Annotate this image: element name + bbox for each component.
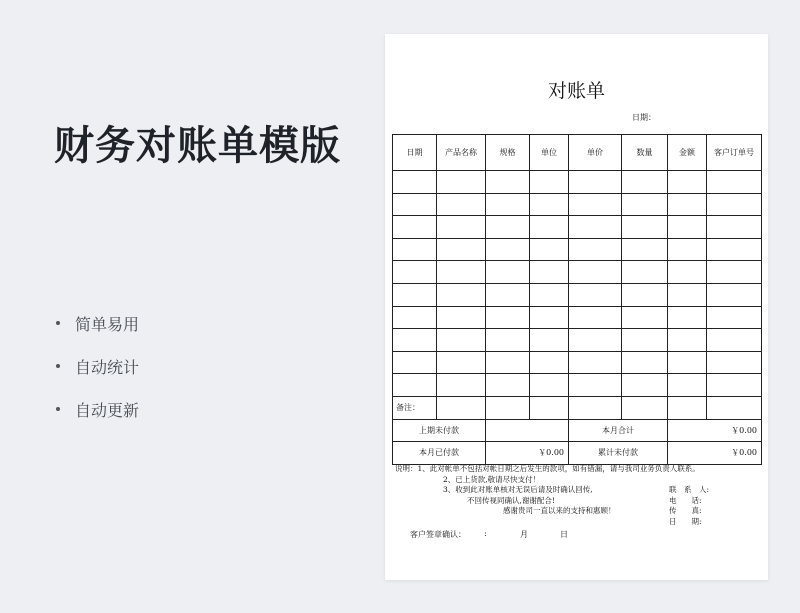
bullet-icon [56, 364, 60, 368]
table-cell[interactable] [622, 351, 668, 374]
month-paid-label: 本月已付款 [393, 442, 486, 465]
table-cell[interactable] [668, 306, 707, 329]
signature-month: 月 [520, 530, 528, 539]
table-row [393, 216, 762, 239]
table-cell[interactable] [569, 216, 622, 239]
feature-list [56, 312, 139, 441]
table-cell[interactable] [668, 193, 707, 216]
column-header: 单价 [569, 135, 622, 171]
table-cell[interactable] [437, 374, 486, 397]
table-cell[interactable] [486, 329, 530, 352]
page-title: 财务对账单模版 [54, 123, 341, 169]
table-cell[interactable] [707, 238, 762, 261]
date-label: 日期： [632, 113, 656, 122]
column-header: 金额 [668, 135, 707, 171]
table-cell[interactable] [569, 171, 622, 194]
month-total-label: 本月合计 [569, 419, 668, 442]
table-cell[interactable] [707, 171, 762, 194]
table-cell[interactable] [437, 261, 486, 284]
feature-label: 自动统计 [75, 357, 140, 377]
table-cell[interactable] [622, 306, 668, 329]
table-row [393, 351, 762, 374]
table-cell[interactable] [393, 374, 437, 397]
month-paid-value: ￥0.00 [486, 442, 569, 465]
feature-item [56, 355, 139, 377]
bullet-icon [56, 407, 60, 411]
statement-sheet [385, 34, 768, 580]
table-cell[interactable] [569, 193, 622, 216]
table-cell[interactable] [437, 396, 486, 419]
table-cell[interactable] [486, 238, 530, 261]
table-cell[interactable] [569, 374, 622, 397]
signature-label: 客户签章确认： [410, 530, 466, 539]
table-cell[interactable] [530, 171, 569, 194]
table-cell[interactable] [393, 306, 437, 329]
table-cell[interactable] [393, 351, 437, 374]
table-header-row [393, 135, 762, 171]
note-line [395, 464, 760, 475]
table-cell[interactable] [622, 374, 668, 397]
note-line [395, 496, 760, 507]
table-cell[interactable] [530, 374, 569, 397]
table-cell[interactable] [437, 238, 486, 261]
note-line [395, 506, 760, 517]
month-total-value: ￥0.00 [668, 419, 762, 442]
table-cell[interactable] [707, 261, 762, 284]
table-cell[interactable] [437, 329, 486, 352]
table-cell[interactable] [393, 216, 437, 239]
table-cell[interactable] [707, 193, 762, 216]
table-row [393, 329, 762, 352]
remark-label: 备注： [393, 396, 437, 419]
table-cell[interactable] [437, 193, 486, 216]
notes-section [395, 464, 760, 527]
table-cell[interactable] [486, 171, 530, 194]
table-cell[interactable] [486, 193, 530, 216]
table-cell[interactable] [668, 283, 707, 306]
table-cell[interactable] [393, 283, 437, 306]
statement-table [392, 134, 762, 465]
table-cell[interactable] [486, 261, 530, 284]
table-cell[interactable] [393, 193, 437, 216]
table-cell[interactable] [530, 238, 569, 261]
note-text: 2、已上货款,敬请尽快支付！ [443, 474, 541, 484]
table-cell[interactable] [622, 193, 668, 216]
table-cell[interactable] [530, 396, 569, 419]
bullet-icon [56, 321, 60, 325]
note-text: 3、收到此对账单核对无误后请及时确认回传, [443, 485, 593, 494]
table-cell[interactable] [707, 329, 762, 352]
sheet-title: 对账单 [547, 80, 605, 102]
table-row [393, 283, 762, 306]
table-cell[interactable] [530, 283, 569, 306]
note-line [395, 475, 760, 486]
table-cell[interactable] [707, 216, 762, 239]
summary-row [393, 419, 762, 442]
table-cell[interactable] [393, 329, 437, 352]
feature-item [56, 398, 139, 420]
table-cell[interactable] [668, 261, 707, 284]
note-line [395, 517, 760, 528]
table-cell[interactable] [622, 283, 668, 306]
table-cell[interactable] [530, 216, 569, 239]
table-cell[interactable] [486, 283, 530, 306]
cumulative-unpaid-value: ￥0.00 [668, 442, 762, 465]
table-cell[interactable] [486, 351, 530, 374]
date-field-label: 日 期: [669, 516, 702, 526]
table-cell[interactable] [437, 283, 486, 306]
table-cell[interactable] [668, 396, 707, 419]
table-cell[interactable] [622, 238, 668, 261]
table-cell[interactable] [437, 171, 486, 194]
table-cell[interactable] [668, 216, 707, 239]
table-row [393, 171, 762, 194]
table-cell[interactable] [437, 216, 486, 239]
table-cell[interactable] [668, 238, 707, 261]
note-text: 感谢贵司一直以来的支持和惠顾！ [503, 506, 616, 515]
table-cell[interactable] [622, 171, 668, 194]
phone-label: 电 话: [669, 495, 702, 505]
table-cell[interactable] [393, 238, 437, 261]
table-cell[interactable] [707, 396, 762, 419]
table-row [393, 306, 762, 329]
table-row [393, 261, 762, 284]
feature-label: 简单易用 [75, 314, 140, 334]
contact-person-label: 联 系 人: [669, 485, 710, 494]
prev-unpaid-label: 上期未付款 [393, 419, 486, 442]
table-cell[interactable] [622, 396, 668, 419]
feature-label: 自动更新 [75, 400, 140, 420]
table-row [393, 193, 762, 216]
table-cell[interactable] [668, 329, 707, 352]
prev-unpaid-value[interactable] [486, 419, 569, 442]
fax-label: 传 真: [669, 506, 702, 515]
table-cell[interactable] [622, 329, 668, 352]
table-cell[interactable] [569, 261, 622, 284]
table-cell[interactable] [530, 351, 569, 374]
table-cell[interactable] [486, 216, 530, 239]
remark-row [393, 396, 762, 419]
note-line [395, 485, 760, 496]
table-cell[interactable] [530, 306, 569, 329]
table-cell[interactable] [437, 306, 486, 329]
signature-colon: : [484, 529, 487, 538]
column-header: 单位 [530, 135, 569, 171]
table-cell[interactable] [668, 351, 707, 374]
table-cell[interactable] [530, 329, 569, 352]
table-row [393, 374, 762, 397]
table-cell[interactable] [569, 351, 622, 374]
table-cell[interactable] [707, 374, 762, 397]
table-cell[interactable] [569, 329, 622, 352]
table-cell[interactable] [569, 238, 622, 261]
table-cell[interactable] [668, 171, 707, 194]
table-cell[interactable] [569, 396, 622, 419]
table-cell[interactable] [707, 283, 762, 306]
table-cell[interactable] [486, 396, 530, 419]
table-cell[interactable] [668, 374, 707, 397]
table-cell[interactable] [437, 351, 486, 374]
table-cell[interactable] [707, 351, 762, 374]
table-row [393, 238, 762, 261]
signature-day: 日 [560, 530, 568, 539]
column-header: 日期 [393, 135, 437, 171]
summary-row [393, 442, 762, 465]
table-cell[interactable] [486, 306, 530, 329]
table-cell[interactable] [393, 171, 437, 194]
table-cell[interactable] [569, 306, 622, 329]
column-header: 规格 [486, 135, 530, 171]
table-cell[interactable] [393, 261, 437, 284]
cumulative-unpaid-label: 累计未付款 [569, 442, 668, 465]
note-text: 不回传视同确认,谢谢配合! [467, 495, 555, 505]
column-header: 产品名称 [437, 135, 486, 171]
table-cell[interactable] [486, 374, 530, 397]
table-cell[interactable] [622, 216, 668, 239]
note-text: 说明：1、此对帐单不包括对帐日期之后发生的款项，如有错漏，请与我司业务负责人联系。 [395, 464, 700, 473]
table-cell[interactable] [622, 261, 668, 284]
table-cell[interactable] [530, 261, 569, 284]
table-cell[interactable] [707, 306, 762, 329]
column-header: 客户订单号 [707, 135, 762, 171]
column-header: 数量 [622, 135, 668, 171]
table-cell[interactable] [569, 283, 622, 306]
table-cell[interactable] [530, 193, 569, 216]
feature-item [56, 312, 139, 334]
